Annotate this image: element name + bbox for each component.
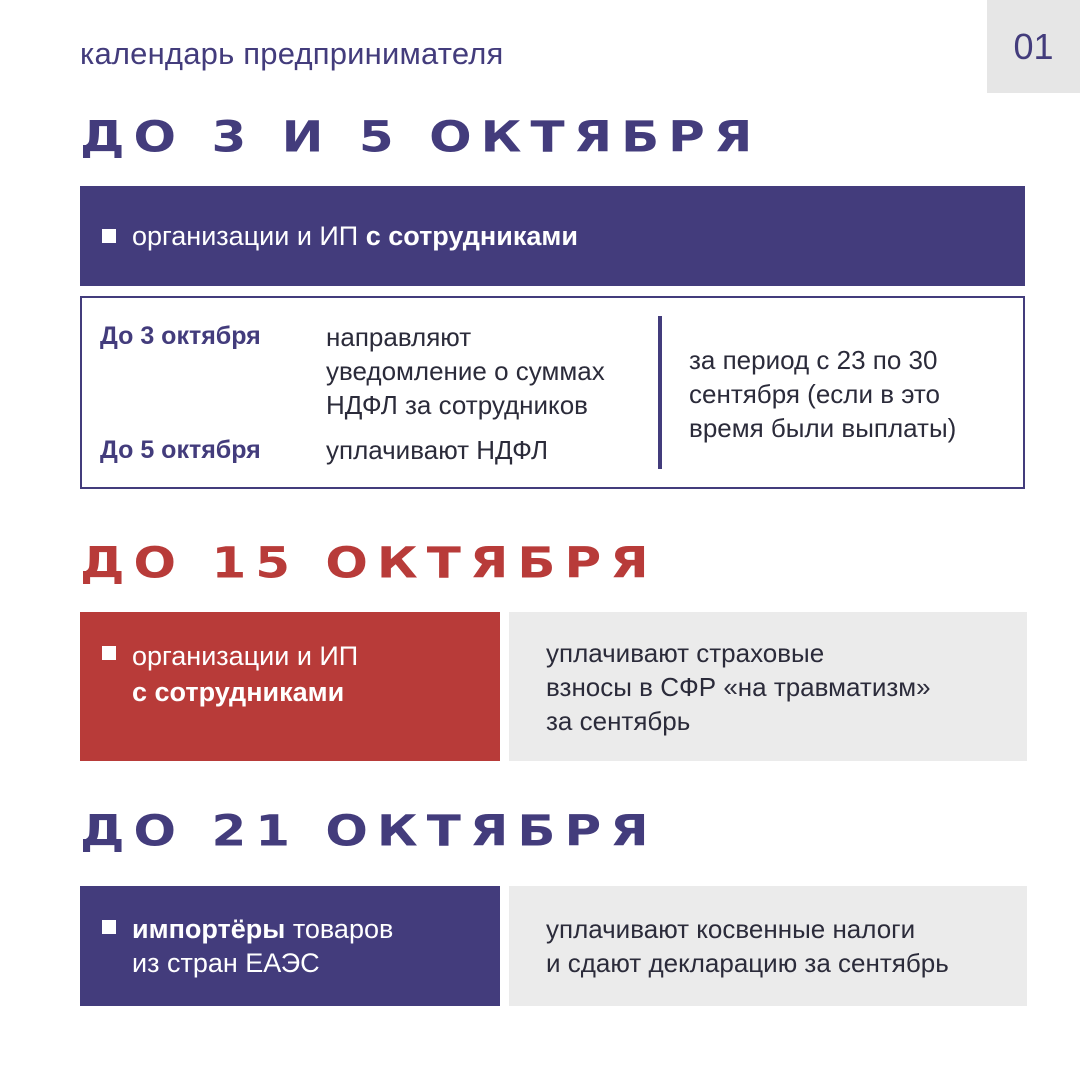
audience-normal: организации и ИП bbox=[132, 641, 359, 671]
row1-action bbox=[326, 320, 605, 422]
page-number: 01 bbox=[987, 0, 1080, 93]
description-line: и сдают декларацию за сентябрь bbox=[546, 948, 949, 978]
audience-normal-2: из стран ЕАЭС bbox=[132, 948, 320, 978]
brand-title: календарь предпринимателя bbox=[80, 36, 504, 71]
section3-description bbox=[546, 912, 949, 980]
section2-description bbox=[546, 636, 931, 738]
section2-audience-text bbox=[132, 638, 358, 710]
description-line: за сентябрь bbox=[546, 705, 691, 736]
period-line: за период с 23 по 30 bbox=[689, 345, 938, 375]
row2-date: До 5 октября bbox=[100, 436, 261, 464]
description-line: уплачивают косвенные налоги bbox=[546, 914, 916, 944]
row1-date: До 3 октября bbox=[100, 322, 261, 350]
section1-audience-bar bbox=[80, 186, 1025, 286]
audience-normal: организации и ИП bbox=[132, 220, 366, 251]
section3-heading: ДО 21 ОКТЯБРЯ bbox=[80, 806, 658, 856]
section3-audience-text bbox=[132, 912, 393, 980]
row1-line: НДФЛ за сотрудников bbox=[326, 390, 588, 420]
square-bullet-icon bbox=[102, 229, 116, 243]
audience-bold: импортёры bbox=[132, 914, 286, 944]
description-line: уплачивают страховые bbox=[546, 637, 825, 668]
period-note bbox=[689, 343, 956, 445]
period-line: сентября (если в это bbox=[689, 379, 941, 409]
section3-audience-box bbox=[80, 886, 500, 1006]
audience-normal: товаров bbox=[285, 914, 394, 944]
section3-description-box bbox=[509, 886, 1027, 1006]
audience-text bbox=[132, 221, 578, 252]
description-line: взносы в СФР «на травматизм» bbox=[546, 671, 931, 702]
audience-bold: с сотрудниками bbox=[132, 677, 345, 707]
row1-line: направляют bbox=[326, 322, 472, 352]
section1-heading: ДО 3 И 5 ОКТЯБРЯ bbox=[80, 112, 762, 162]
period-line: время были выплаты) bbox=[689, 413, 957, 443]
vertical-divider bbox=[658, 316, 662, 469]
audience-bold: с сотрудниками bbox=[365, 220, 578, 251]
section2-audience-box bbox=[80, 612, 500, 761]
row2-line: уплачивают НДФЛ bbox=[326, 435, 549, 465]
row1-line: уведомление о суммах bbox=[326, 356, 605, 386]
square-bullet-icon bbox=[102, 646, 116, 660]
row2-action bbox=[326, 433, 548, 467]
section2-heading: ДО 15 ОКТЯБРЯ bbox=[80, 538, 658, 588]
square-bullet-icon bbox=[102, 920, 116, 934]
section2-description-box bbox=[509, 612, 1027, 761]
section1-details-box bbox=[80, 296, 1025, 489]
